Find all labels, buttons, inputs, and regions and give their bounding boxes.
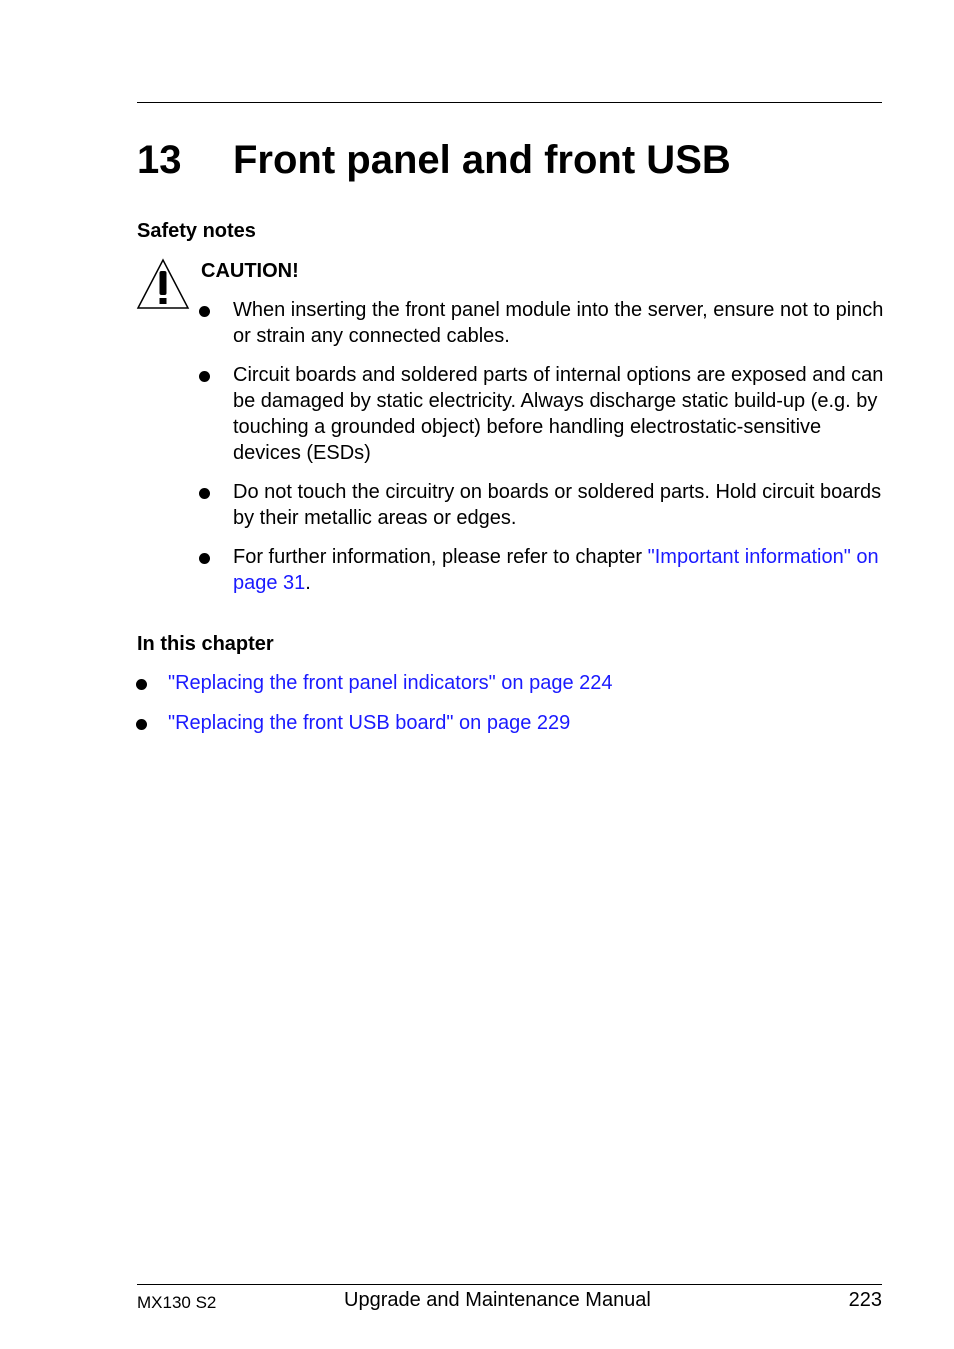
chapter-title [137,135,731,185]
safety-notes-heading: Safety notes [137,220,256,242]
in-this-chapter-heading: In this chapter [137,633,274,655]
list-item: Circuit boards and soldered parts of internal options are exposed and can be damaged by static electricity. Always discharge static build-up (e.g. by touching a grounded object) before handling electrostatic-sensitive devices (ESDs) [199,362,889,466]
footer-model: MX130 S2 [137,1293,217,1312]
bullet-icon [136,719,147,730]
list-item: Do not touch the circuitry on boards or soldered parts. Hold circuit boards by their metallic areas or edges. [199,479,889,531]
list-item: When inserting the front panel module into the server, ensure not to pinch or strain any connected cables. [199,297,889,349]
footer-manual-title: Upgrade and Maintenance Manual [344,1289,651,1311]
bullet-icon [199,306,210,317]
footer-page-number: 223 [848,1289,882,1311]
replacing-front-panel-indicators-link[interactable]: "Replacing the front panel indicators" on page 224 [168,672,613,694]
footer-rule [137,1284,882,1285]
safety-bullet-list [199,297,889,609]
important-information-link[interactable]: "Important information" on page 31 [233,546,879,594]
bullet-icon [199,371,210,382]
header-rule [137,102,882,103]
list-item [136,710,613,736]
chapter-toc-list [136,670,613,750]
list-item: For further information, please refer to chapter "Important information" on page 31. [199,544,889,596]
caution-label: CAUTION! [201,260,299,282]
chapter-number: 13 [137,138,182,182]
bullet-icon [199,553,210,564]
warning-triangle-icon [136,258,190,310]
chapter-title-text: Front panel and front USB [233,138,731,182]
replacing-front-usb-board-link[interactable]: "Replacing the front USB board" on page 229 [168,712,571,734]
bullet-icon [199,488,210,499]
bullet-icon [136,679,147,690]
list-item [136,670,613,696]
